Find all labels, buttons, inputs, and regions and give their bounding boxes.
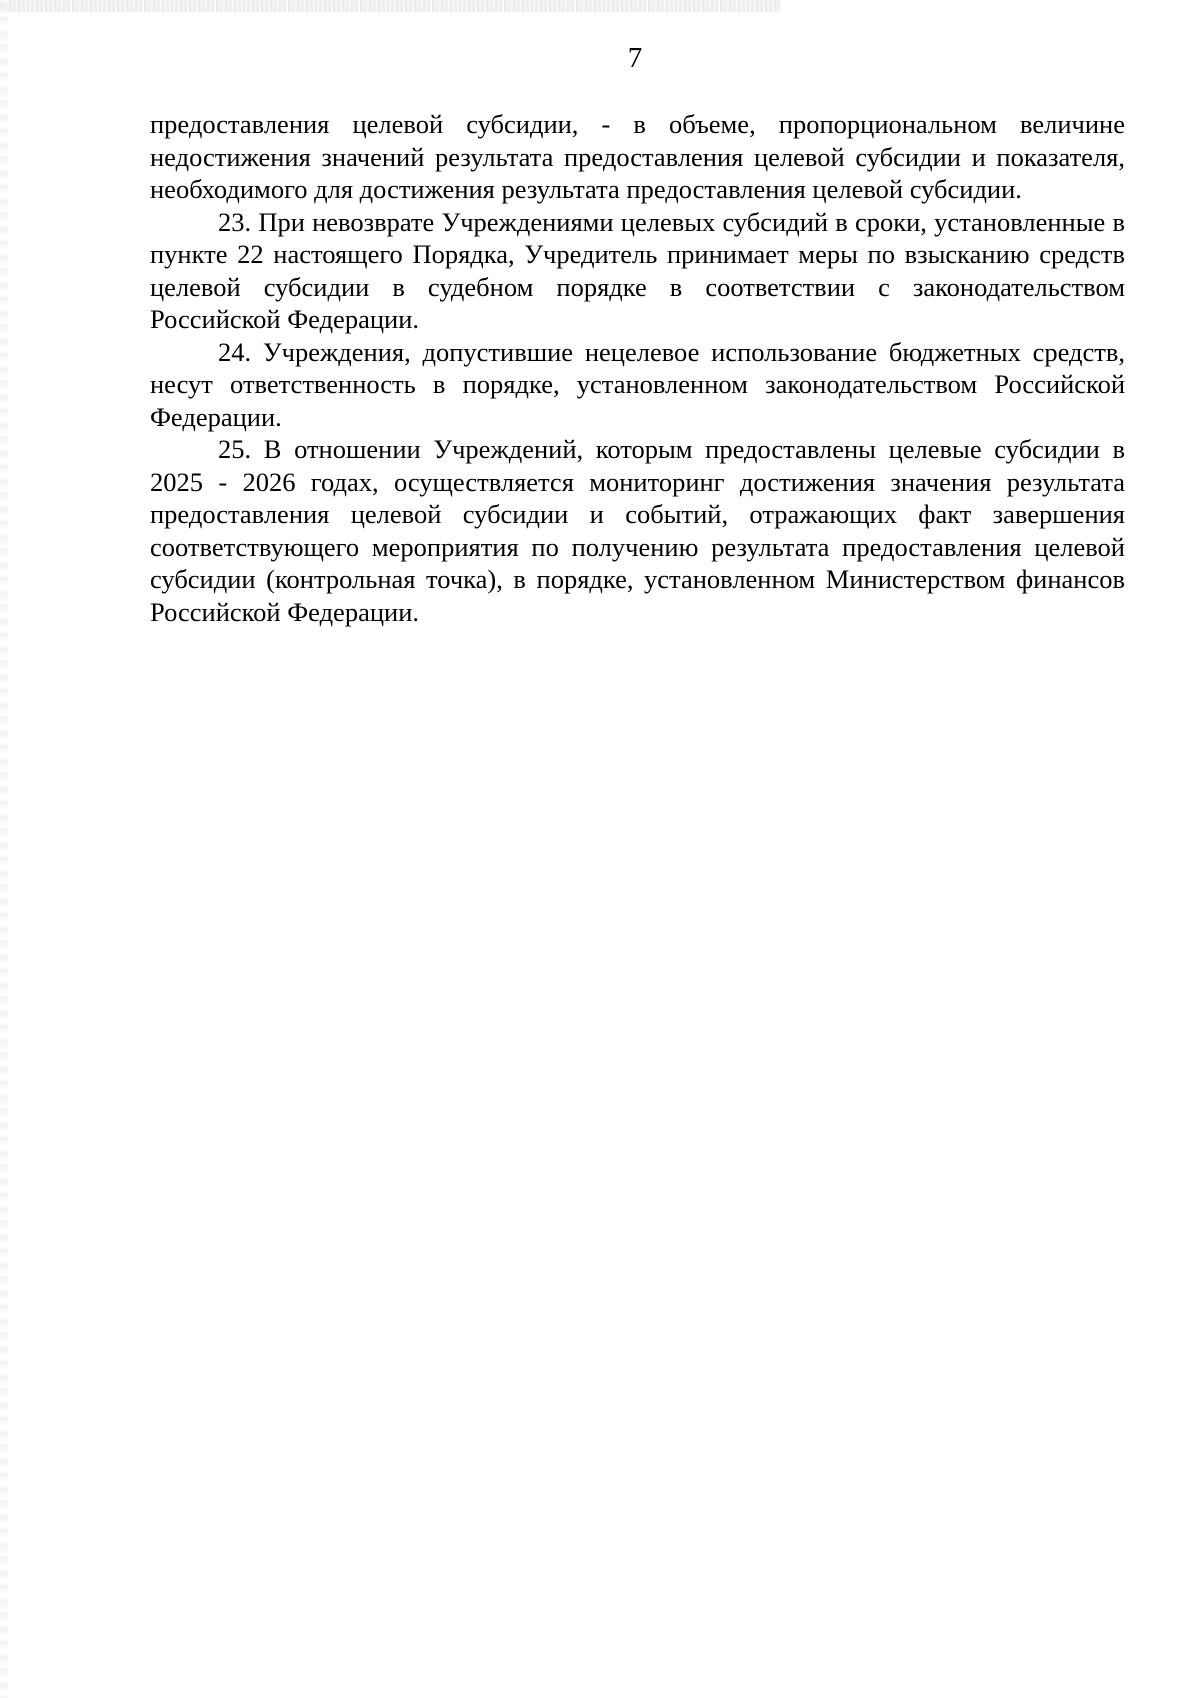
paragraph-item-23: 23. При невозврате Учреждениями целевых субсидий в сроки, установленные в пункте 22 настоящего Порядка, Учредитель принимает меры по взысканию средств целевой субсидии в судебном порядке в соответствии с законодательством Российской Федерации. <box>150 206 1125 334</box>
document-body <box>150 108 1125 628</box>
page-number: 7 <box>627 42 643 74</box>
paragraph-item-25: 25. В отношении Учреждений, которым предоставлены целевые субсидии в 2025 - 2026 годах, осуществляется мониторинг достижения значения результата предоставления целевой субсидии и событий, отражающих факт завершения соответствующего мероприятия по получению результата предоставления целевой субсидии (контрольная точка), в порядке, установленном Министерством финансов Российской Федерации. <box>150 434 1125 627</box>
scan-edge-top <box>0 0 780 12</box>
paragraph-continuation: предоставления целевой субсидии, - в объеме, пропорциональном величине недостижения значений результата предоставления целевой субсидии и показателя, необходимого для достижения результата предоставления целевой субсидии. <box>150 109 1125 204</box>
scan-edge-left <box>0 0 8 1698</box>
paragraph-item-24: 24. Учреждения, допустившие нецелевое использование бюджетных средств, несут ответственность в порядке, установленном законодательством Российской Федерации. <box>150 336 1125 432</box>
